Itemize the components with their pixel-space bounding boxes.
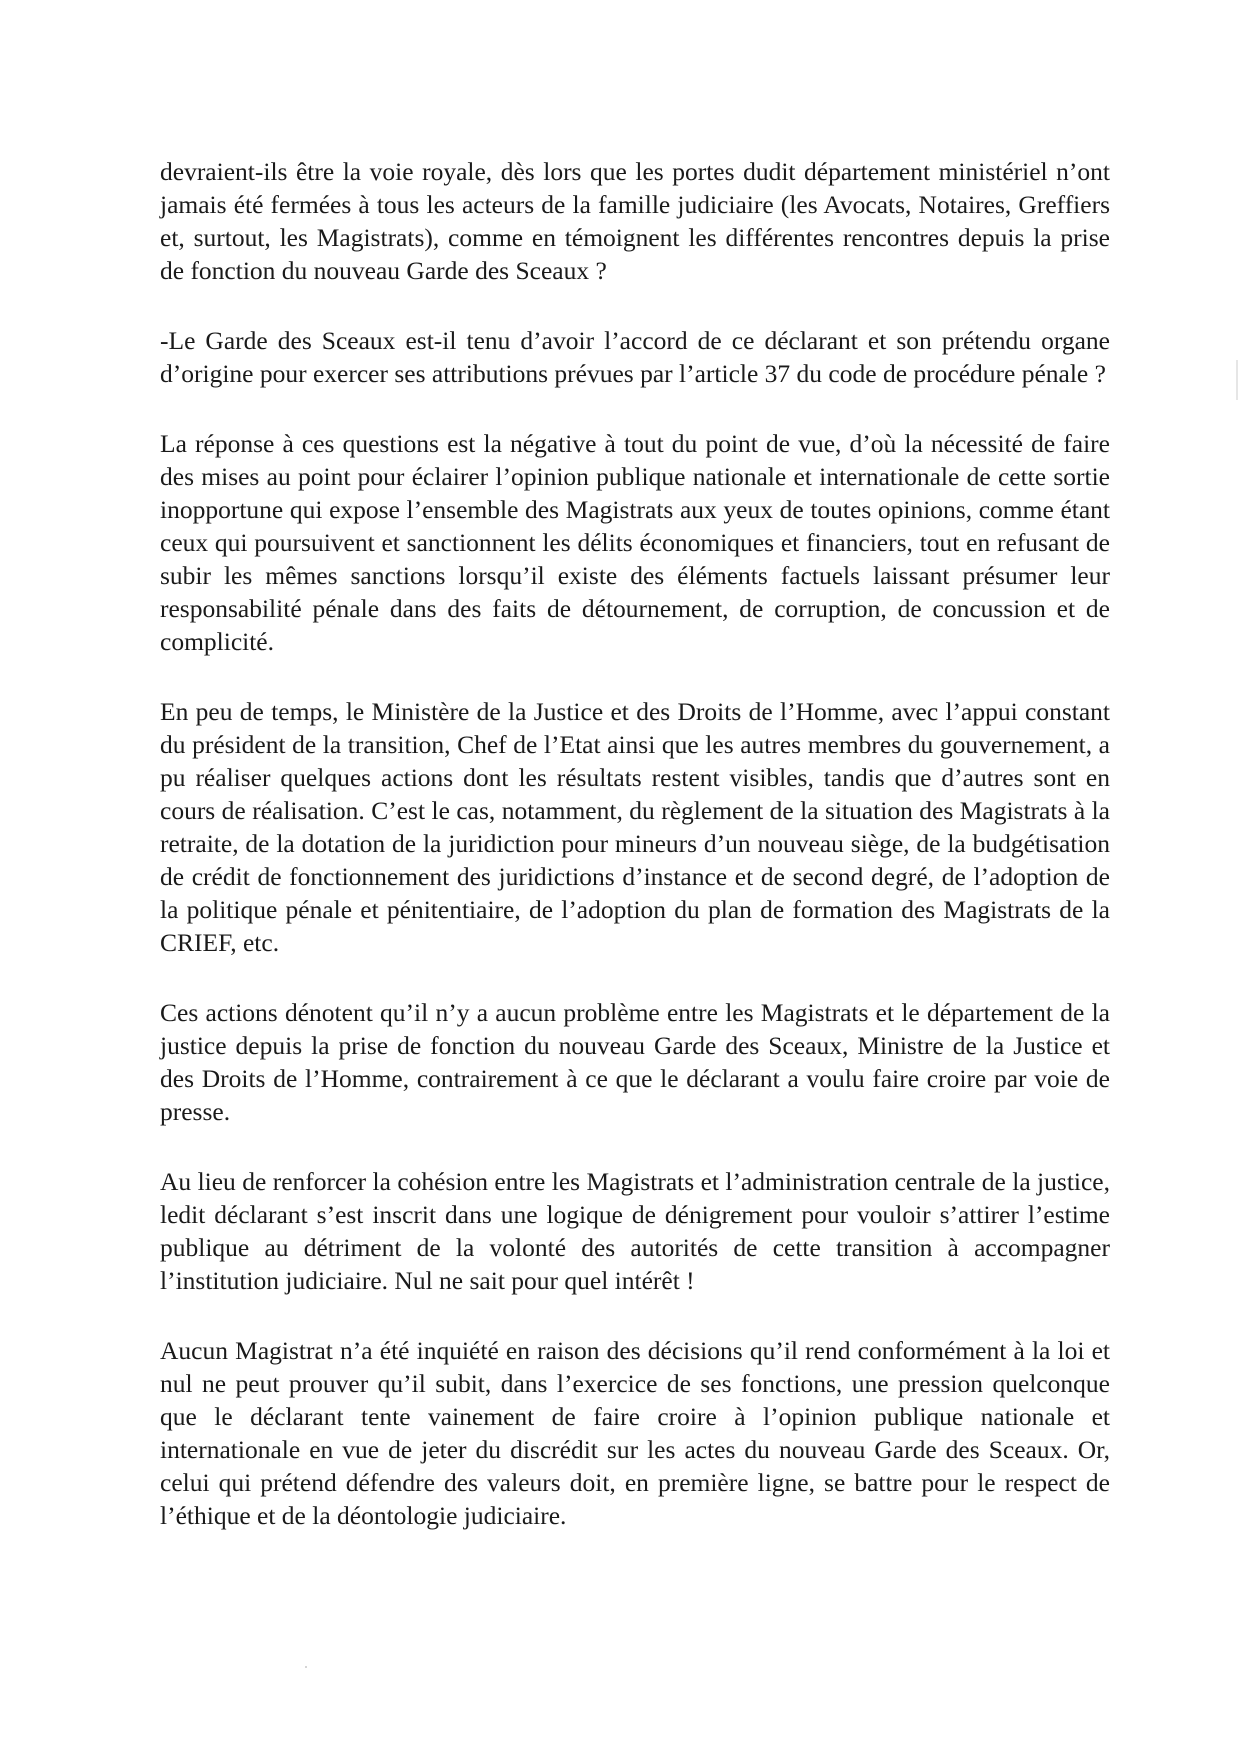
paragraph-actions-ministere: En peu de temps, le Ministère de la Justice et des Droits de l’Homme, avec l’appui constant du président de la transition, Chef de l’Etat ainsi que les autres membres du gouvernement, a pu réaliser quelques actions dont les résultats restent visibles, tandis que d’autres sont en cours de réalisation. C’est le cas, notamment, du règlement de la situation des Magistrats à la retraite, de la dotation de la juridiction pour mineurs d’un nouveau siège, de la budgétisation de crédit de fonctionnement des juridictions d’instance et de second degré, de l’adoption de la politique pénale et pénitentiaire, de l’adoption du plan de formation des Magistrats de la CRIEF, etc. bbox=[160, 697, 1110, 957]
paragraph-aucun-magistrat-inquiete: Aucun Magistrat n’a été inquiété en raison des décisions qu’il rend conformément à la loi et nul ne peut prouver qu’il subit, dans l’exercice de ses fonctions, une pression quelconque que le déclarant tente vainement de faire croire à l’opinion publique nationale et internationale en vue de jeter du discrédit sur les actes du nouveau Garde des Sceaux. Or, celui qui prétend défendre des valeurs doit, en première ligne, se battre pour le respect de l’éthique et de la déontologie judiciaire. bbox=[160, 1336, 1110, 1530]
paragraph-aucun-probleme: Ces actions dénotent qu’il n’y a aucun problème entre les Magistrats et le département de la justice depuis la prise de fonction du nouveau Garde des Sceaux, Ministre de la Justice et des Droits de l’Homme, contrairement à ce que le déclarant a voulu faire croire par voie de presse. bbox=[160, 998, 1110, 1126]
paragraph-question-garde-des-sceaux: -Le Garde des Sceaux est-il tenu d’avoir l’accord de ce déclarant et son prétendu organe d’origine pour exercer ses attributions prévues par l’article 37 du code de procédure pénale ? bbox=[160, 326, 1110, 388]
paragraph-continuation: devraient-ils être la voie royale, dès lors que les portes dudit département ministériel n’ont jamais été fermées à tous les acteurs de la famille judiciaire (les Avocats, Notaires, Greffiers et, surtout, les Magistrats), comme en témoignent les différentes rencontres depuis la prise de fonction du nouveau Garde des Sceaux ? bbox=[160, 157, 1110, 285]
scan-edge-mark bbox=[1236, 360, 1238, 400]
paragraph-reponse-negative: La réponse à ces questions est la négative à tout du point de vue, d’où la nécessité de faire des mises au point pour éclairer l’opinion publique nationale et internationale de cette sortie inopportune qui expose l’ensemble des Magistrats aux yeux de toutes opinions, comme étant ceux qui poursuivent et sanctionnent les délits économiques et financiers, tout en refusant de subir les mêmes sanctions lorsqu’il existe des éléments factuels laissant présumer leur responsabilité pénale dans des faits de détournement, de corruption, de concussion et de complicité. bbox=[160, 429, 1110, 656]
document-body bbox=[160, 155, 1110, 1532]
paragraph-denigrement: Au lieu de renforcer la cohésion entre les Magistrats et l’administration centrale de la justice, ledit déclarant s’est inscrit dans une logique de dénigrement pour vouloir s’attirer l’estime publique au détriment de la volonté des autorités de cette transition à accompagner l’institution judiciaire. Nul ne sait pour quel intérêt ! bbox=[160, 1167, 1110, 1295]
scan-speck bbox=[305, 1666, 307, 1668]
